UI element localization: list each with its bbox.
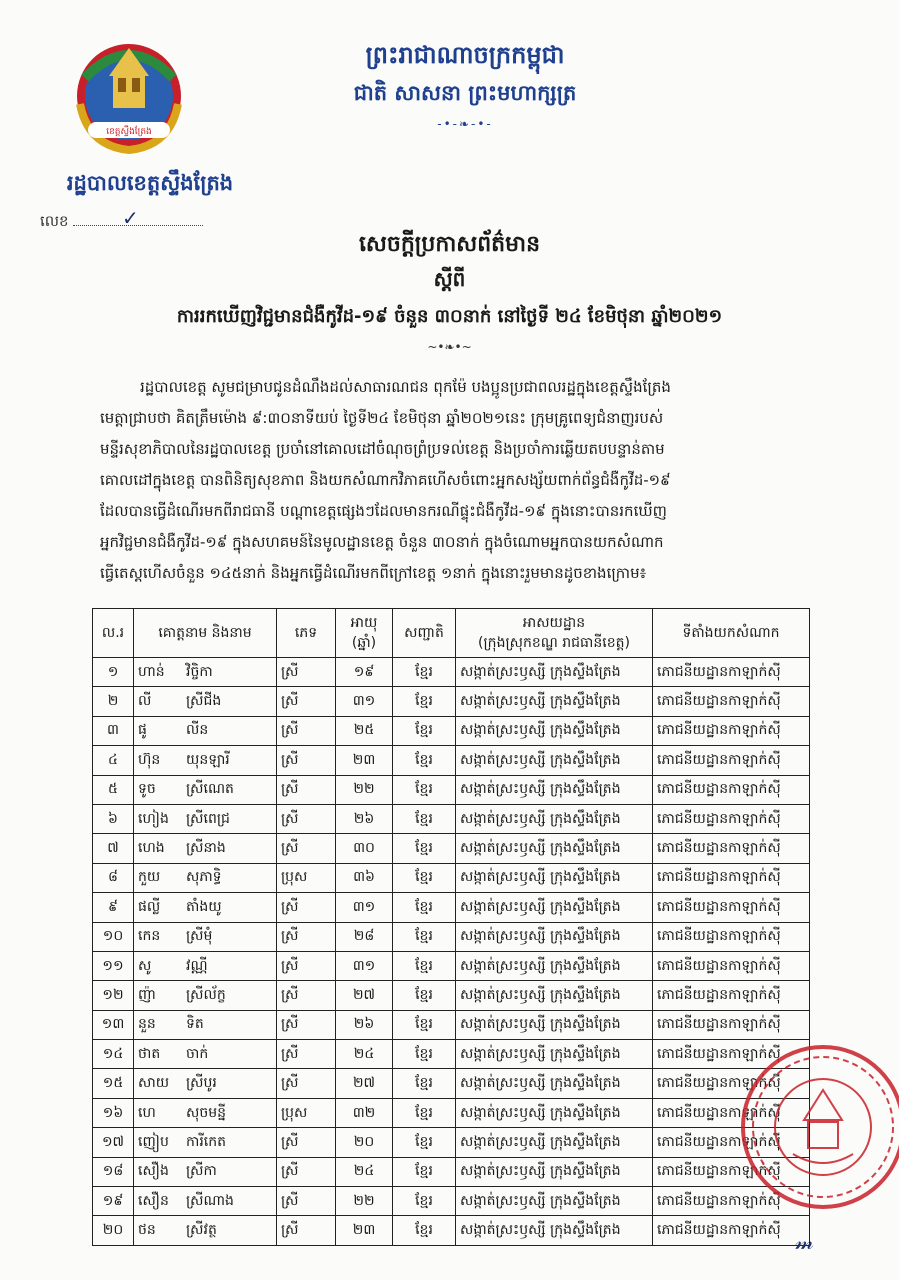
row-nationality: ខ្មែរ xyxy=(393,716,456,745)
header-no: ល.រ xyxy=(93,609,134,658)
row-nationality: ខ្មែរ xyxy=(393,922,456,951)
row-family-name: ផល្លី xyxy=(138,898,161,915)
header-sample-site: ទីតាំងយកសំណាក xyxy=(653,609,810,658)
row-nationality: ខ្មែរ xyxy=(393,1128,456,1157)
row-family-name: ថន xyxy=(138,1222,156,1239)
row-name xyxy=(134,834,277,863)
header-name: គោត្តនាម និងនាម xyxy=(134,609,277,658)
row-no: ៧ xyxy=(93,834,134,863)
header-sex: ភេទ xyxy=(277,609,336,658)
handwritten-tick: ✓ xyxy=(122,206,139,230)
row-nationality: ខ្មែរ xyxy=(393,1040,456,1069)
row-nationality: ខ្មែរ xyxy=(393,863,456,892)
row-family-name: ផូ xyxy=(138,722,147,739)
row-given-name: ស្រីកា xyxy=(186,1163,217,1180)
row-family-name: ហេង xyxy=(138,840,165,857)
row-address: សង្កាត់ស្រះឫស្សី ក្រុងស្ទឹងត្រែង xyxy=(456,834,653,863)
header-age-line1: អាយុ xyxy=(350,615,378,631)
row-no: ៥ xyxy=(93,775,134,804)
row-address: សង្កាត់ស្រះឫស្សី ក្រុងស្ទឹងត្រែង xyxy=(456,1040,653,1069)
row-nationality: ខ្មែរ xyxy=(393,1098,456,1127)
row-sex: ប្រុស xyxy=(277,1098,336,1127)
body-line: គោលដៅក្នុងខេត្ត បានពិនិត្យសុខភាព និងយកសំណាកវិភាគហើសចំពោះអ្នកសង្ស័យពាក់ព័ន្ធជំងឺកូវីដ-១៩ xyxy=(100,471,671,489)
table-row xyxy=(93,658,810,687)
body-line: មេត្តាជ្រាបថា គិតត្រឹមម៉ោង ៩:៣០នាទីយប់ ថ្ងៃទី២៤ ខែមិថុនា ឆ្នាំ២០២១នេះ ក្រុមគ្រូពេទ្យជំនាញរបស់ xyxy=(100,409,664,427)
row-name xyxy=(134,1010,277,1039)
row-nationality: ខ្មែរ xyxy=(393,951,456,980)
row-nationality: ខ្មែរ xyxy=(393,1187,456,1216)
row-sex: ស្រី xyxy=(277,1157,336,1186)
header-address-line1: អាសយដ្ឋាន xyxy=(522,615,586,631)
row-sample-site: ភោជនីយដ្ឋានកាឡាក់ស៊ី xyxy=(653,1098,810,1127)
row-age: ២២ xyxy=(336,1187,393,1216)
row-given-name: ស្រីមុំ xyxy=(186,928,213,945)
row-age: ២៦ xyxy=(336,804,393,833)
header-ornament: -•-❧-•- xyxy=(437,117,493,131)
row-sex: ស្រី xyxy=(277,1069,336,1098)
row-sample-site: ភោជនីយដ្ឋានកាឡាក់ស៊ី xyxy=(653,716,810,745)
row-sex: ស្រី xyxy=(277,687,336,716)
row-name xyxy=(134,1069,277,1098)
row-given-name: ស្រីជីង xyxy=(186,693,222,710)
row-sample-site: ភោជនីយដ្ឋានកាឡាក់ស៊ី xyxy=(653,746,810,775)
row-sex: ស្រី xyxy=(277,834,336,863)
row-name xyxy=(134,716,277,745)
row-name xyxy=(134,1128,277,1157)
row-nationality: ខ្មែរ xyxy=(393,1216,456,1245)
table-row xyxy=(93,804,810,833)
table-header-row xyxy=(93,609,810,658)
row-address: សង្កាត់ស្រះឫស្សី ក្រុងស្ទឹងត្រែង xyxy=(456,1010,653,1039)
row-given-name: ការីកេត xyxy=(186,1133,226,1150)
row-family-name: សូ xyxy=(138,957,152,974)
row-name xyxy=(134,893,277,922)
row-age: ២២ xyxy=(336,775,393,804)
row-sex: ស្រី xyxy=(277,1010,336,1039)
row-name xyxy=(134,863,277,892)
row-address: សង្កាត់ស្រះឫស្សី ក្រុងស្ទឹងត្រែង xyxy=(456,863,653,892)
row-sex: ស្រី xyxy=(277,746,336,775)
row-sex: ស្រី xyxy=(277,981,336,1010)
row-sample-site: ភោជនីយដ្ឋានកាឡាក់ស៊ី xyxy=(653,1040,810,1069)
row-no: ១៤ xyxy=(93,1040,134,1069)
row-address: សង្កាត់ស្រះឫស្សី ក្រុងស្ទឹងត្រែង xyxy=(456,951,653,980)
row-sample-site: ភោជនីយដ្ឋានកាឡាក់ស៊ី xyxy=(653,1128,810,1157)
row-no: ២ xyxy=(93,687,134,716)
row-age: ៣២ xyxy=(336,1098,393,1127)
row-family-name: កួយ xyxy=(138,869,161,886)
row-sample-site: ភោជនីយដ្ឋានកាឡាក់ស៊ី xyxy=(653,775,810,804)
row-no: ១៦ xyxy=(93,1098,134,1127)
table-row xyxy=(93,951,810,980)
reference-label: លេខ xyxy=(40,212,69,230)
row-family-name: ថាត xyxy=(138,1045,161,1062)
row-address: សង្កាត់ស្រះឫស្សី ក្រុងស្ទឹងត្រែង xyxy=(456,716,653,745)
row-address: សង្កាត់ស្រះឫស្សី ក្រុងស្ទឹងត្រែង xyxy=(456,775,653,804)
row-age: ២៦ xyxy=(336,1010,393,1039)
row-family-name: កេន xyxy=(138,928,161,945)
body-line: ដែលបានធ្វើដំណើរមកពីរាជធានី បណ្តាខេត្តផ្សេងៗដែលមានករណីផ្ទុះជំងឺកូវីដ-១៩ ក្នុងនោះបានរកឃើញ xyxy=(100,502,667,520)
row-address: សង្កាត់ស្រះឫស្សី ក្រុងស្ទឹងត្រែង xyxy=(456,1098,653,1127)
header-nationality: សញ្ជាតិ xyxy=(393,609,456,658)
row-sex: ស្រី xyxy=(277,1040,336,1069)
row-sex: ស្រី xyxy=(277,775,336,804)
table-row xyxy=(93,1187,810,1216)
row-age: ២៨ xyxy=(336,922,393,951)
row-sample-site: ភោជនីយដ្ឋានកាឡាក់ស៊ី xyxy=(653,804,810,833)
row-sample-site: ភោជនីយដ្ឋានកាឡាក់ស៊ី xyxy=(653,1010,810,1039)
table-row xyxy=(93,981,810,1010)
row-address: សង្កាត់ស្រះឫស្សី ក្រុងស្ទឹងត្រែង xyxy=(456,1216,653,1245)
row-no: ១ xyxy=(93,658,134,687)
row-name xyxy=(134,951,277,980)
province-admin: រដ្ឋបាលខេត្តស្ទឹងត្រែង xyxy=(66,171,234,195)
row-no: ៣ xyxy=(93,716,134,745)
body-line: រដ្ឋបាលខេត្ត សូមជម្រាបជូនដំណឹងដល់សាធារណជន ពុកម៉ែ បងប្អូនប្រជាពលរដ្ឋក្នុងខេត្តស្ទឹងត្រែង xyxy=(140,378,671,396)
row-sample-site: ភោជនីយដ្ឋានកាឡាក់ស៊ី xyxy=(653,834,810,863)
row-address: សង្កាត់ស្រះឫស្សី ក្រុងស្ទឹងត្រែង xyxy=(456,658,653,687)
row-age: ៣១ xyxy=(336,687,393,716)
row-family-name: សាយ xyxy=(138,1075,170,1092)
table-row xyxy=(93,775,810,804)
national-motto: ជាតិ សាសនា ព្រះមហាក្សត្រ xyxy=(353,81,577,105)
row-nationality: ខ្មែរ xyxy=(393,1157,456,1186)
provincial-emblem xyxy=(68,38,190,163)
row-address: សង្កាត់ស្រះឫស្សី ក្រុងស្ទឹងត្រែង xyxy=(456,893,653,922)
row-sample-site: ភោជនីយដ្ឋានកាឡាក់ស៊ី xyxy=(653,951,810,980)
row-nationality: ខ្មែរ xyxy=(393,775,456,804)
row-address: សង្កាត់ស្រះឫស្សី ក្រុងស្ទឹងត្រែង xyxy=(456,1069,653,1098)
row-family-name: ហាន់ xyxy=(138,663,165,680)
table-row xyxy=(93,687,810,716)
header-address xyxy=(456,609,653,658)
row-sample-site: ភោជនីយដ្ឋានកាឡាក់ស៊ី xyxy=(653,1069,810,1098)
row-nationality: ខ្មែរ xyxy=(393,1069,456,1098)
row-sex: ស្រី xyxy=(277,951,336,980)
row-no: ១២ xyxy=(93,981,134,1010)
row-given-name: ស្រីពេជ្រ xyxy=(186,810,230,827)
row-family-name: ទូច xyxy=(138,781,156,798)
document-title: សេចក្តីប្រកាសព័ត៌មាន xyxy=(358,232,541,257)
table-row xyxy=(93,1157,810,1186)
row-name xyxy=(134,1040,277,1069)
signature-mark: 𝓂 xyxy=(795,1230,814,1255)
table-row xyxy=(93,1040,810,1069)
body-line: មន្ទីរសុខាភិបាលនៃរដ្ឋបាលខេត្ត ប្រចាំនៅគោលដៅចំណុចព្រំប្រទល់ខេត្ត និងប្រចាំការឆ្លើយតបបន្ទាន់តាម xyxy=(100,440,665,458)
row-name xyxy=(134,1098,277,1127)
table-row xyxy=(93,1098,810,1127)
row-family-name: ញ៉ា xyxy=(138,986,156,1003)
row-sample-site: ភោជនីយដ្ឋានកាឡាក់ស៊ី xyxy=(653,893,810,922)
row-nationality: ខ្មែរ xyxy=(393,658,456,687)
table-row xyxy=(93,1010,810,1039)
row-age: ៣១ xyxy=(336,951,393,980)
body-line: ធ្វើតេស្តហើសចំនួន ១៤៥នាក់ និងអ្នកធ្វើដំណើរមកពីក្រៅខេត្ត ១នាក់ ក្នុងនោះរួមមានដូចខាងក្រោម៖ xyxy=(100,564,647,582)
row-family-name: ញៀប xyxy=(138,1133,169,1150)
table-row xyxy=(93,716,810,745)
row-no: ១១ xyxy=(93,951,134,980)
row-no: ២០ xyxy=(93,1216,134,1245)
kingdom-title: ព្រះរាជាណាចក្រកម្ពុជា xyxy=(365,41,565,69)
row-nationality: ខ្មែរ xyxy=(393,981,456,1010)
row-sample-site: ភោជនីយដ្ឋានកាឡាក់ស៊ី xyxy=(653,687,810,716)
row-sex: ស្រី xyxy=(277,658,336,687)
row-no: ១៨ xyxy=(93,1157,134,1186)
row-sex: ស្រី xyxy=(277,716,336,745)
row-age: ៣០ xyxy=(336,834,393,863)
row-nationality: ខ្មែរ xyxy=(393,746,456,775)
row-name xyxy=(134,1216,277,1245)
row-given-name: សុភាទ្ធិ xyxy=(186,869,222,886)
row-address: សង្កាត់ស្រះឫស្សី ក្រុងស្ទឹងត្រែង xyxy=(456,687,653,716)
row-given-name: តាំងយូ xyxy=(186,898,222,915)
row-given-name: យុនឡារី xyxy=(186,751,230,768)
row-nationality: ខ្មែរ xyxy=(393,893,456,922)
official-seal xyxy=(738,1042,899,1212)
header-age-line2: (ឆ្នាំ) xyxy=(351,635,377,651)
row-age: ២០ xyxy=(336,1128,393,1157)
row-name xyxy=(134,981,277,1010)
row-address: សង្កាត់ស្រះឫស្សី ក្រុងស្ទឹងត្រែង xyxy=(456,922,653,951)
row-no: ១៣ xyxy=(93,1010,134,1039)
table-row xyxy=(93,922,810,951)
row-family-name: លី xyxy=(138,693,152,710)
emblem-label: ខេត្តស្ទឹងត្រែង xyxy=(106,127,152,137)
row-sex: ប្រុស xyxy=(277,863,336,892)
row-sex: ស្រី xyxy=(277,804,336,833)
row-sample-site: ភោជនីយដ្ឋានកាឡាក់ស៊ី xyxy=(653,863,810,892)
row-nationality: ខ្មែរ xyxy=(393,687,456,716)
row-sex: ស្រី xyxy=(277,893,336,922)
row-no: ៨ xyxy=(93,863,134,892)
table-row xyxy=(93,1216,810,1245)
document-about: ស្តីពី xyxy=(433,267,466,291)
row-age: ៣១ xyxy=(336,893,393,922)
row-sex: ស្រី xyxy=(277,1187,336,1216)
table-row xyxy=(93,1069,810,1098)
row-age: ២៤ xyxy=(336,1157,393,1186)
row-age: ៣៦ xyxy=(336,863,393,892)
row-age: ២៧ xyxy=(336,1069,393,1098)
table-row xyxy=(93,746,810,775)
row-sex: ស្រី xyxy=(277,1128,336,1157)
row-age: ២៤ xyxy=(336,1040,393,1069)
row-given-name: ស្រីល័ក្ខ xyxy=(186,986,226,1003)
row-given-name: ចាក់ xyxy=(186,1045,209,1062)
table-row xyxy=(93,893,810,922)
row-given-name: ស្រីនាង xyxy=(186,840,226,857)
row-name xyxy=(134,1187,277,1216)
row-address: សង្កាត់ស្រះឫស្សី ក្រុងស្ទឹងត្រែង xyxy=(456,1187,653,1216)
row-address: សង្កាត់ស្រះឫស្សី ក្រុងស្ទឹងត្រែង xyxy=(456,804,653,833)
row-age: ២៧ xyxy=(336,981,393,1010)
row-family-name: សឿង xyxy=(138,1163,169,1180)
row-no: ៦ xyxy=(93,804,134,833)
row-family-name: ហ៊ុន xyxy=(138,751,161,768)
row-age: ២៥ xyxy=(336,716,393,745)
row-given-name: លីន xyxy=(186,722,209,739)
row-address: សង្កាត់ស្រះឫស្សី ក្រុងស្ទឹងត្រែង xyxy=(456,981,653,1010)
row-given-name: ស្រីណាង xyxy=(186,1192,234,1209)
row-no: ៩ xyxy=(93,893,134,922)
body-line: អ្នកវិជ្ជមានជំងឺកូវីដ-១៩ ក្នុងសហគមន៍នៃមូលដ្ឋានខេត្ត ចំនួន ៣០នាក់ ក្នុងចំណោមអ្នកបានយកសំណាក xyxy=(100,533,664,551)
row-no: ១០ xyxy=(93,922,134,951)
cases-table xyxy=(92,608,810,1246)
row-nationality: ខ្មែរ xyxy=(393,804,456,833)
row-family-name: សឿន xyxy=(138,1192,169,1209)
table-row xyxy=(93,834,810,863)
row-age: ២៣ xyxy=(336,746,393,775)
row-sex: ស្រី xyxy=(277,1216,336,1245)
row-sample-site: ភោជនីយដ្ឋានកាឡាក់ស៊ី xyxy=(653,981,810,1010)
announcement-body xyxy=(100,372,800,589)
row-name xyxy=(134,687,277,716)
row-given-name: សុចមន្នី xyxy=(186,1104,226,1121)
row-given-name: វិច្ចិកា xyxy=(186,663,213,680)
row-no: ១៩ xyxy=(93,1187,134,1216)
row-no: ១៥ xyxy=(93,1069,134,1098)
row-no: ១៧ xyxy=(93,1128,134,1157)
row-given-name: ស្រីណេត xyxy=(186,781,234,798)
row-no: ៤ xyxy=(93,746,134,775)
row-given-name: ស្រីបូរ xyxy=(186,1075,217,1092)
row-family-name: ហៀង xyxy=(138,810,169,827)
row-name xyxy=(134,804,277,833)
row-age: ២៣ xyxy=(336,1216,393,1245)
row-nationality: ខ្មែរ xyxy=(393,834,456,863)
row-given-name: វណ្ណី xyxy=(186,957,208,974)
row-nationality: ខ្មែរ xyxy=(393,1010,456,1039)
header-age xyxy=(336,609,393,658)
table-row xyxy=(93,863,810,892)
header-address-line2: (ក្រុងស្រុកខណ្ឌ រាជធានីខេត្ត) xyxy=(478,635,630,651)
row-given-name: ស្រីវត្ថ xyxy=(186,1222,217,1239)
title-ornament: ~•❧•~ xyxy=(427,340,472,354)
row-age: ១៩ xyxy=(336,658,393,687)
row-address: សង្កាត់ស្រះឫស្សី ក្រុងស្ទឹងត្រែង xyxy=(456,746,653,775)
table-row xyxy=(93,1128,810,1157)
row-address: សង្កាត់ស្រះឫស្សី ក្រុងស្ទឹងត្រែង xyxy=(456,1128,653,1157)
document-subject: ការរកឃើញវិជ្ជមានជំងឺកូវីដ-១៩ ចំនួន ៣០នាក់ នៅថ្ងៃទី ២៤ ខែមិថុនា ឆ្នាំ២០២១ xyxy=(176,306,723,327)
row-given-name: ទិត xyxy=(186,1016,204,1033)
row-family-name: នួន xyxy=(138,1016,156,1033)
row-family-name: ហេ xyxy=(138,1104,156,1121)
row-sex: ស្រី xyxy=(277,922,336,951)
row-sample-site: ភោជនីយដ្ឋានកាឡាក់ស៊ី xyxy=(653,1187,810,1216)
row-address: សង្កាត់ស្រះឫស្សី ក្រុងស្ទឹងត្រែង xyxy=(456,1157,653,1186)
row-name xyxy=(134,658,277,687)
row-name xyxy=(134,775,277,804)
row-sample-site: ភោជនីយដ្ឋានកាឡាក់ស៊ី xyxy=(653,658,810,687)
row-name xyxy=(134,746,277,775)
row-sample-site: ភោជនីយដ្ឋានកាឡាក់ស៊ី xyxy=(653,1216,810,1245)
row-name xyxy=(134,1157,277,1186)
row-sample-site: ភោជនីយដ្ឋានកាឡាក់ស៊ី xyxy=(653,922,810,951)
row-sample-site: ភោជនីយដ្ឋានកាឡាក់ស៊ី xyxy=(653,1157,810,1186)
row-name xyxy=(134,922,277,951)
